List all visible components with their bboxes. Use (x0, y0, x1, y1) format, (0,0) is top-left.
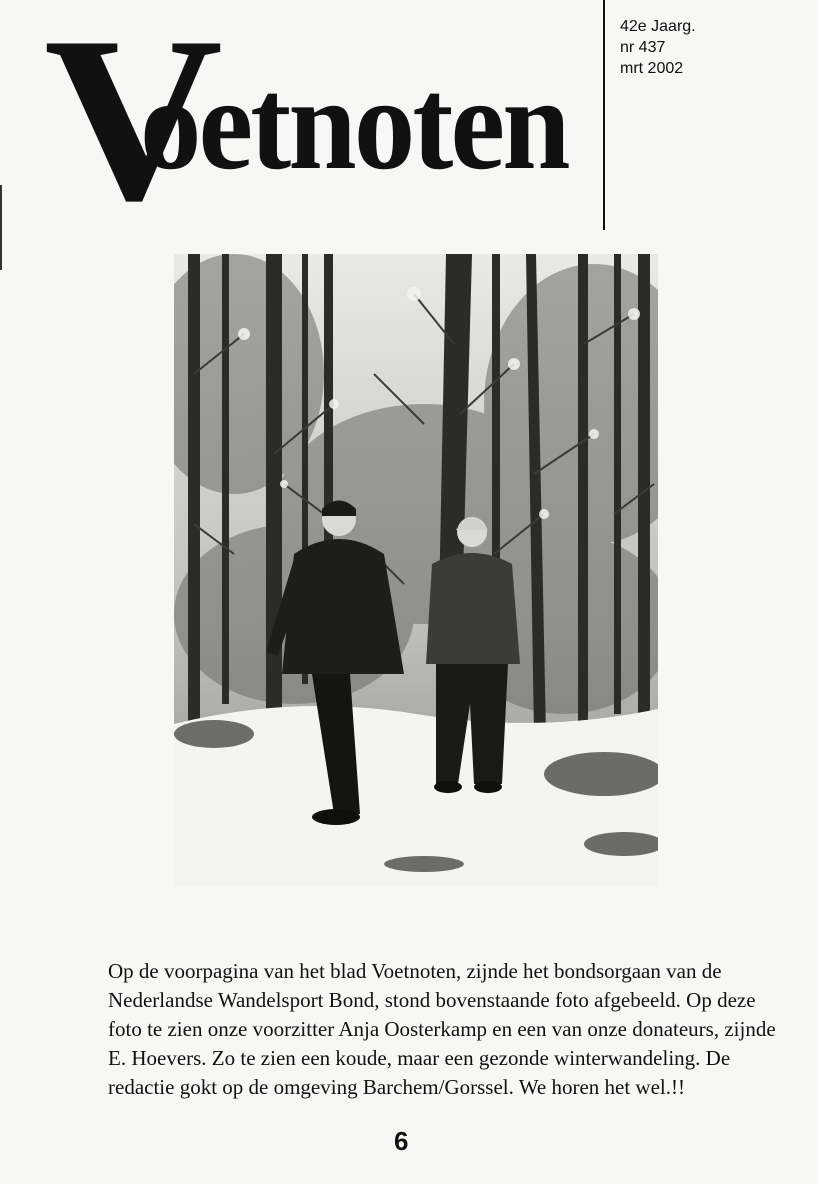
issue-volume: 42e Jaarg. (620, 18, 696, 35)
masthead-initial: V (44, 0, 223, 250)
masthead-divider (603, 0, 605, 230)
photo-caption: Op de voorpagina van het blad Voetnoten, zijnde het bondsorgaan van de Nederlandse Wandelsport Bond, stond bovenstaande foto afgebeeld. Op deze foto te zien onze voorzitter Anja Oosterkamp en een van onze donateurs, zijnde E. Hoevers. Zo te zien een koude, maar een gezonde winterwandeling. De redactie gokt op de omgeving Barchem/Gorssel. We horen het wel.!! (108, 959, 776, 1099)
winter-walk-photo (174, 254, 658, 886)
masthead-title: oetnoten (140, 50, 568, 197)
scan-edge-mark (0, 185, 2, 270)
issue-number: nr 437 (620, 39, 666, 56)
page-number: 6 (394, 1126, 409, 1156)
issue-info (620, 16, 696, 79)
issue-date: mrt 2002 (620, 60, 684, 77)
photo-illustration (174, 254, 658, 886)
